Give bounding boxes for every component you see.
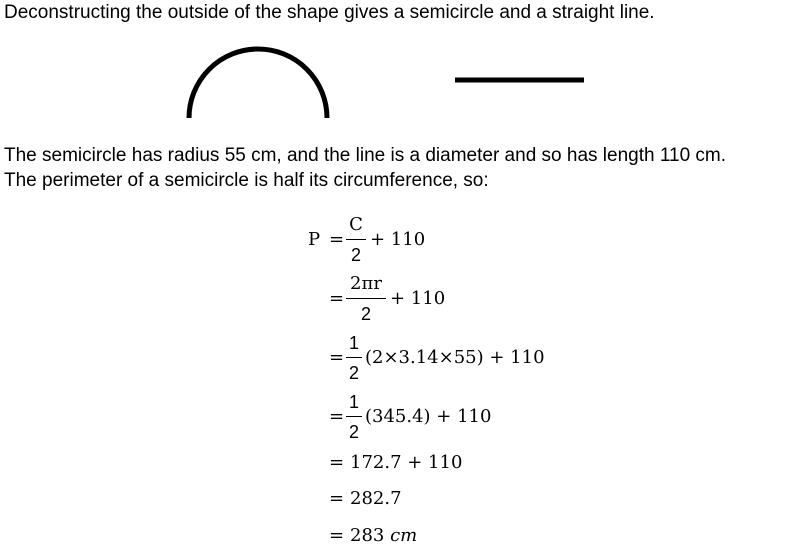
equals-sign: = (329, 406, 345, 427)
fraction-denominator: 2 (348, 363, 359, 383)
fraction-numerator: 2πr (350, 273, 382, 294)
fraction-c-over-2 (346, 214, 366, 266)
fraction-numerator: 1 (348, 392, 359, 412)
semicircle-arc (189, 49, 327, 118)
equals-sign: = (329, 488, 345, 509)
equals-sign: = (329, 229, 345, 250)
equals-sign: = (329, 288, 345, 309)
equals-sign: = (329, 525, 345, 546)
final-value: 283 (350, 525, 385, 546)
step2-rest: + 110 (390, 288, 446, 309)
perimeter-variable: P (308, 229, 321, 250)
fraction-bar (346, 239, 366, 240)
fraction-bar (346, 298, 386, 299)
final-unit: cm (390, 525, 418, 546)
fraction-2pir-over-2 (346, 273, 386, 325)
fraction-denominator: 2 (350, 245, 361, 265)
step1-rest: + 110 (370, 229, 426, 250)
equals-sign: = (329, 347, 345, 368)
fraction-denominator: 2 (348, 422, 359, 442)
equals-sign: = (329, 452, 345, 473)
step6-value: 282.7 (350, 488, 402, 509)
shape-diagram (0, 40, 800, 125)
intro-text: Deconstructing the outside of the shape gives a semicircle and a straight line. (4, 2, 655, 23)
step4-rest: (345.4) + 110 (365, 406, 492, 427)
fraction-1-over-2 (346, 332, 362, 384)
fraction-1-over-2 (346, 391, 362, 443)
explanation-line-2: The perimeter of a semicircle is half its circumference, so: (4, 170, 489, 191)
fraction-denominator: 2 (360, 304, 371, 324)
step5-expression: 172.7 + 110 (350, 452, 463, 473)
fraction-bar (346, 357, 362, 358)
fraction-numerator: C (349, 214, 363, 235)
fraction-bar (346, 416, 362, 417)
explanation-line-1: The semicircle has radius 55 cm, and the line is a diameter and so has length 110 cm. (4, 145, 727, 166)
step3-rest: (2×3.14×55) + 110 (365, 347, 545, 368)
fraction-numerator: 1 (348, 333, 359, 353)
final-answer (350, 525, 417, 547)
